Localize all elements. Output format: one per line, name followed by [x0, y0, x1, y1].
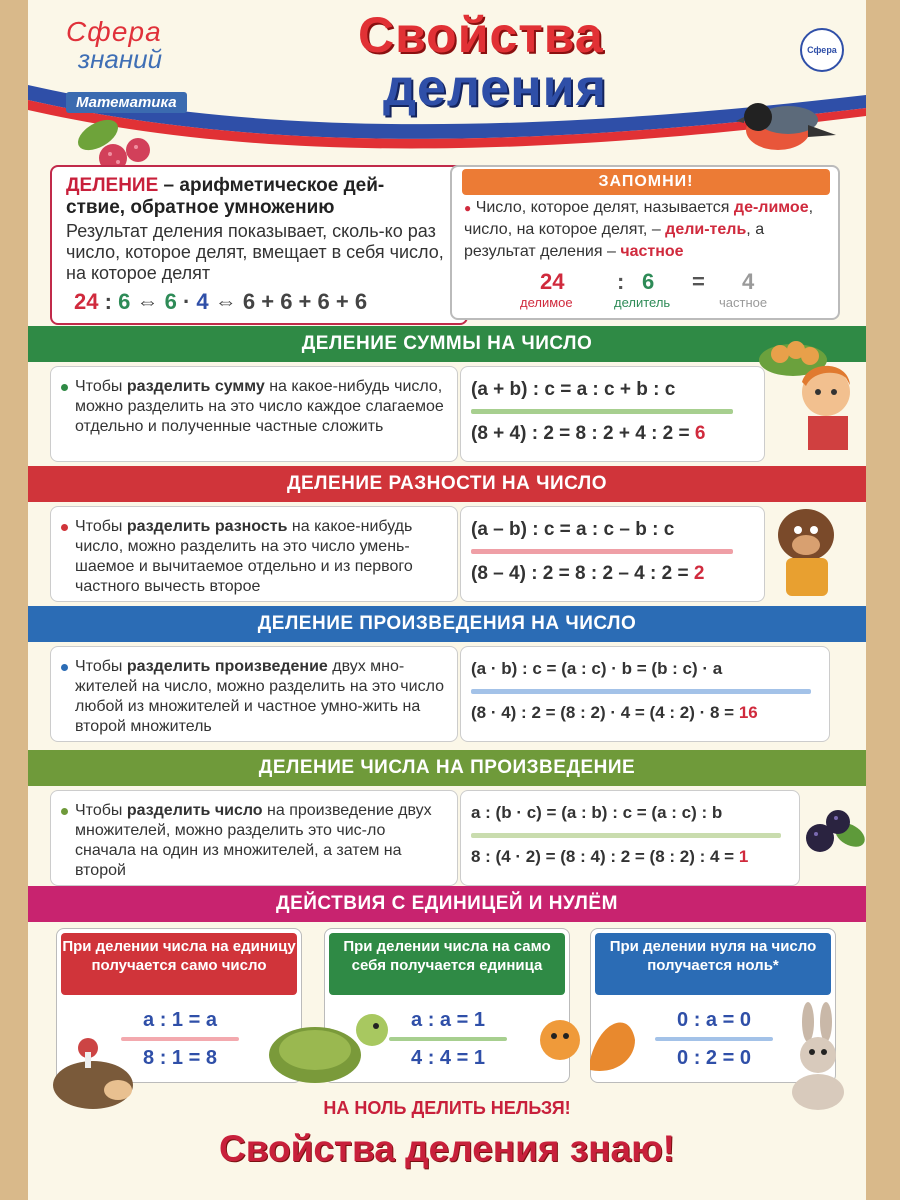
- section5-title: ДЕЙСТВИЯ С ЕДИНИЦЕЙ И НУЛЁМ: [28, 886, 866, 922]
- section2-rule: [50, 506, 458, 602]
- section3-formulas: [460, 646, 830, 742]
- card-heading: При делении числа на единицу получается само число: [61, 933, 297, 995]
- remember-heading: ЗАПОМНИ!: [462, 169, 830, 195]
- logo-line1: Сфера: [66, 16, 162, 47]
- card-divider: [121, 1037, 239, 1041]
- blackberry-icon: [800, 800, 866, 860]
- publisher-logo: Сфера: [800, 28, 844, 72]
- eq-divisor: 6: [118, 289, 131, 314]
- card-example: 0 : 2 = 0: [677, 1047, 751, 1069]
- remember-num-quotient: 4: [742, 269, 755, 294]
- formula-example: [471, 847, 748, 867]
- section1-formulas: [460, 366, 765, 462]
- rule-bold: разделить сумму: [126, 378, 265, 395]
- section1-title: ДЕЛЕНИЕ СУММЫ НА ЧИСЛО: [28, 326, 866, 362]
- bullet-icon: [61, 664, 68, 671]
- remember-num-dividend: 24: [540, 269, 565, 294]
- page-title-line2: деления: [383, 59, 607, 117]
- formula-general: a : (b · c) = (a : b) : c = (a : c) : b: [471, 803, 723, 822]
- section4-formulas: [460, 790, 800, 886]
- formula-general: (a · b) : c = (a : c) · b = (b : c) · a: [471, 659, 723, 678]
- card-heading: При делении нуля на число получается ноль*: [595, 933, 831, 995]
- example-result: 1: [738, 847, 749, 866]
- definition-line2: ствие, обратное умножению: [66, 197, 335, 218]
- example-result: 6: [694, 423, 706, 444]
- remember-text-part2: , число, на которое делят, –: [464, 199, 814, 238]
- formula-divider: [471, 689, 811, 694]
- eq-factor1: 6: [164, 289, 177, 314]
- definition-equation: [74, 289, 367, 315]
- section4-title: ДЕЛЕНИЕ ЧИСЛА НА ПРОИЗВЕДЕНИЕ: [28, 750, 866, 786]
- rule-pre: Чтобы: [75, 802, 127, 819]
- example-result: 16: [738, 703, 758, 722]
- remember-label-divisor: делитель: [614, 295, 671, 310]
- definition-term-rest: – арифметическое дей-: [158, 175, 385, 196]
- boy-with-bagels-icon: [758, 330, 858, 450]
- page-title-line1: Свойства: [358, 7, 604, 63]
- rabbit-icon: [780, 1000, 860, 1110]
- remember-text-part3: , а результат деления –: [464, 221, 765, 260]
- rule-post: на какое-нибудь число, можно разделить на это число каждое слагаемое отдельно и полученные частные сложить: [75, 378, 444, 435]
- section4-rule: [50, 790, 458, 886]
- remember-label-quotient: частное: [719, 295, 768, 310]
- rule-post: на произведение двух множителей, можно разделить это чис-ло сначала на один из множителей, а затем на второй: [75, 802, 432, 879]
- rule-bold: разделить число: [126, 802, 263, 819]
- formula-example: [471, 563, 704, 585]
- eq-arrow2: ⇔: [214, 289, 237, 314]
- remember-label-dividend: делимое: [520, 295, 573, 310]
- eq-dividend: 24: [74, 289, 99, 314]
- subject-label: Математика: [66, 92, 187, 113]
- eq-colon: :: [104, 289, 112, 314]
- remember-text-part1: Число, которое делят, называется: [475, 199, 734, 216]
- remember-word-dividend: де-лимое: [733, 199, 809, 216]
- bullet-icon: [61, 524, 68, 531]
- card-divider: [389, 1037, 507, 1041]
- squirrel-icon: [530, 1000, 640, 1090]
- eq-factor2: 4: [196, 289, 209, 314]
- remember-equals: =: [692, 269, 705, 294]
- section2-formulas: [460, 506, 765, 602]
- remember-word-quotient: частное: [620, 243, 684, 260]
- rule-bold: разделить разность: [126, 518, 288, 535]
- formula-divider: [471, 833, 781, 838]
- turtle-icon: [260, 1000, 390, 1090]
- definition-text: Результат деления показывает, сколь-ко раз число, которое делят, вмещает в себя число, на которое делят: [66, 221, 444, 283]
- example-expression: (8 + 4) : 2 = 8 : 2 + 4 : 2 =: [471, 423, 695, 444]
- formula-general: (a – b) : c = a : c – b : c: [471, 519, 675, 540]
- bullet-icon: [61, 384, 68, 391]
- section3-title: ДЕЛЕНИЕ ПРОИЗВЕДЕНИЯ НА ЧИСЛО: [28, 606, 866, 642]
- rule-bold: разделить произведение: [126, 658, 328, 675]
- definition-box: [50, 165, 468, 325]
- bullet-icon: [61, 808, 68, 815]
- card-heading: При делении числа на само себя получается единица: [329, 933, 565, 995]
- logo-line2: знаний: [78, 44, 163, 74]
- formula-general: (a + b) : c = a : c + b : c: [471, 379, 676, 400]
- poster: [28, 0, 866, 1200]
- rule-pre: Чтобы: [75, 658, 127, 675]
- rule-pre: Чтобы: [75, 378, 127, 395]
- rule-post: двух мно-жителей на число, можно разделить на это число любой из множителей и частное умно-жить на второй множитель: [75, 658, 444, 735]
- rule-pre: Чтобы: [75, 518, 127, 535]
- formula-example: [471, 423, 705, 445]
- remember-word-divisor: дели-тель: [665, 221, 747, 238]
- rule-post: на какое-нибудь число, можно разделить на это число умень-шаемое и вычитаемое отдельно и из первого частного вычесть второе: [75, 518, 413, 595]
- card-formula: a : 1 = a: [143, 1009, 217, 1031]
- card-divider: [655, 1037, 773, 1041]
- card-example: 8 : 1 = 8: [143, 1047, 217, 1069]
- example-expression: (8 · 4) : 2 = (8 : 2) · 4 = (4 : 2) · 8 =: [471, 703, 739, 722]
- section1-rule: [50, 366, 458, 462]
- formula-divider: [471, 549, 733, 554]
- section3-rule: [50, 646, 458, 742]
- remember-bullet: ●: [464, 201, 472, 215]
- card-formula: a : a = 1: [411, 1009, 485, 1031]
- warning-text: НА НОЛЬ ДЕЛИТЬ НЕЛЬЗЯ!: [323, 1098, 571, 1118]
- remember-num-divisor: 6: [642, 269, 655, 294]
- eq-sum: 6 + 6 + 6 + 6: [242, 289, 368, 314]
- remember-box: [450, 165, 840, 320]
- section2-title: ДЕЛЕНИЕ РАЗНОСТИ НА ЧИСЛО: [28, 466, 866, 502]
- eq-arrow1: ⇔: [136, 289, 159, 314]
- example-expression: (8 – 4) : 2 = 8 : 2 – 4 : 2 =: [471, 563, 694, 584]
- mole-icon: [766, 500, 856, 600]
- formula-divider: [471, 409, 733, 414]
- formula-example: [471, 703, 758, 723]
- final-slogan: Свойства деления знаю!: [219, 1128, 675, 1169]
- bullfinch-icon: [718, 95, 838, 165]
- eq-dot: ·: [182, 289, 191, 314]
- remember-text: [464, 197, 829, 263]
- example-result: 2: [693, 563, 705, 584]
- card-formula: 0 : a = 0: [677, 1009, 751, 1031]
- definition-heading: [66, 175, 452, 197]
- definition-term: ДЕЛЕНИЕ: [66, 175, 159, 196]
- example-expression: 8 : (4 · 2) = (8 : 4) : 2 = (8 : 2) : 4 =: [471, 847, 739, 866]
- card-example: 4 : 4 = 1: [411, 1047, 485, 1069]
- remember-colon: :: [617, 269, 625, 294]
